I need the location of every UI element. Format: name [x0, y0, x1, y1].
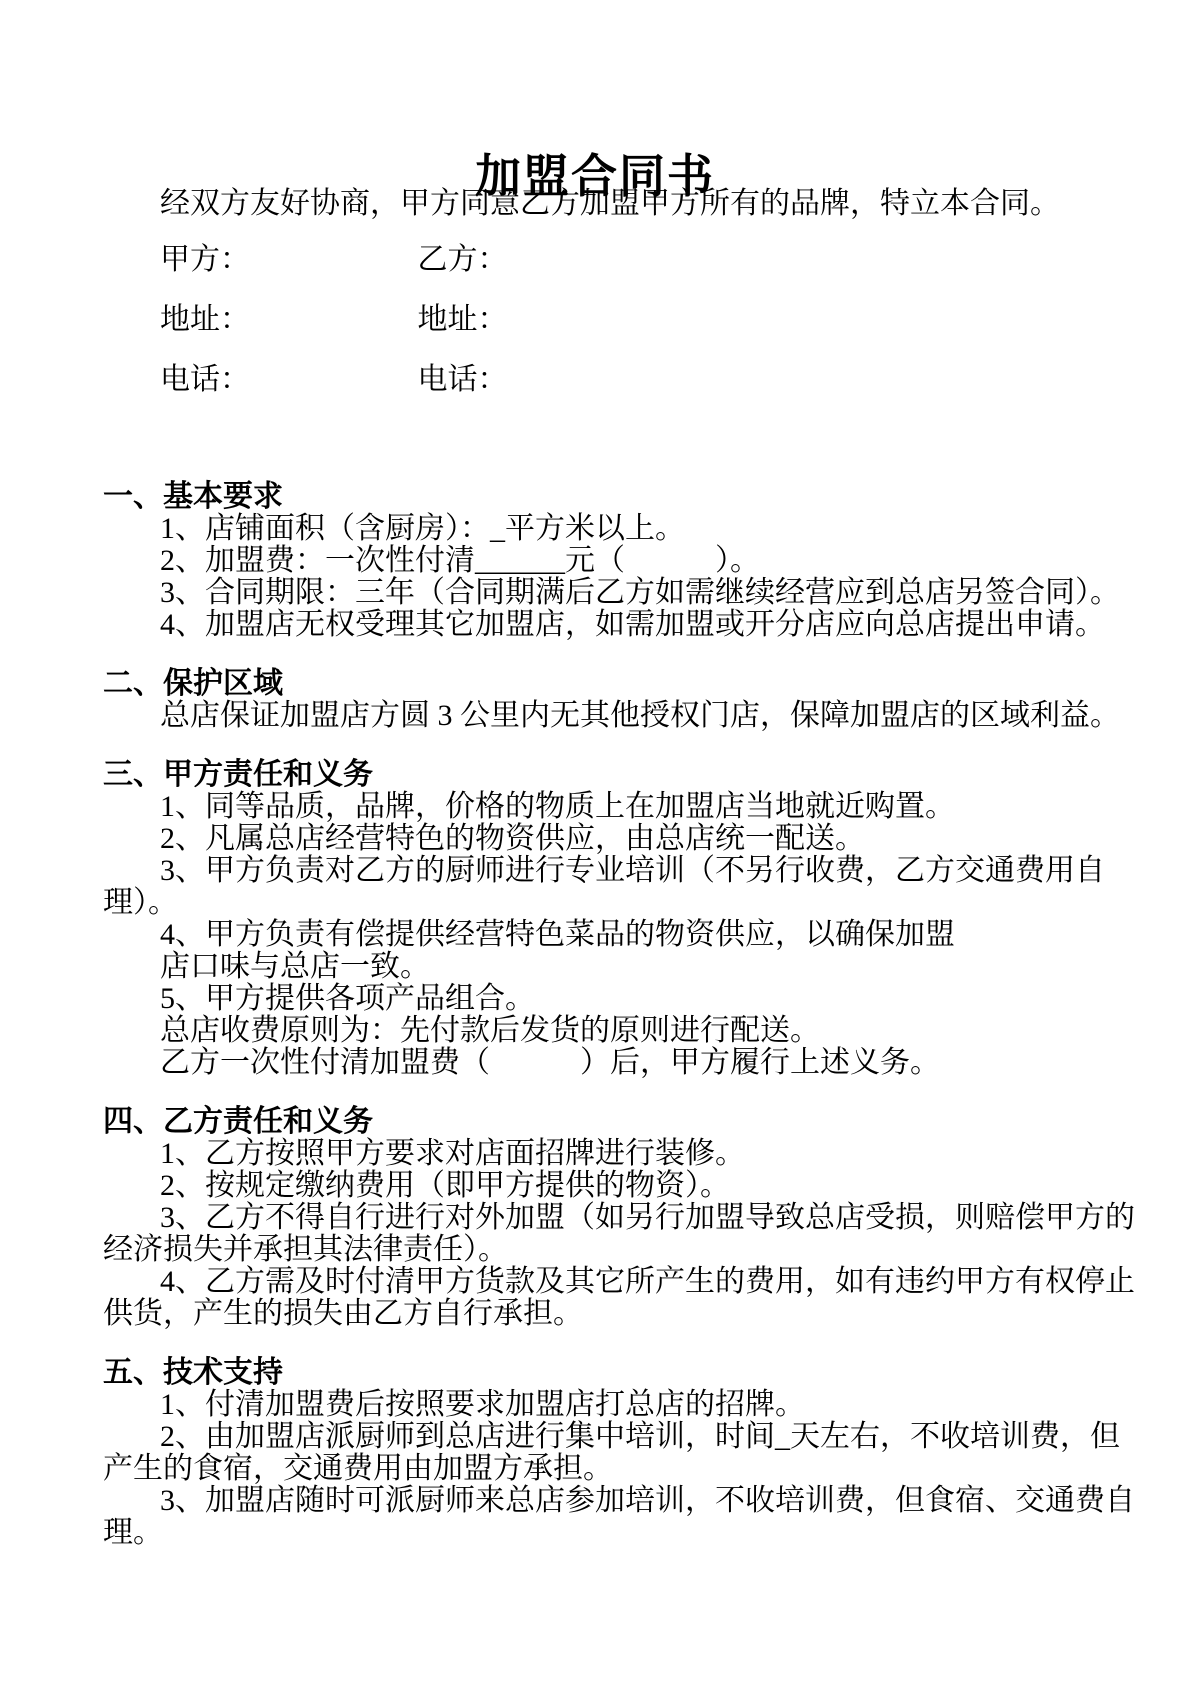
- party-a-address-label: 地址：: [160, 303, 250, 336]
- document-title: 加盟合同书: [475, 151, 715, 202]
- phone-row: [103, 364, 1163, 396]
- party-a-phone-label: 电话：: [160, 363, 250, 396]
- contract-line: 3、合同期限：三年（合同期满后乙方如需继续经营应到总店另签合同）。: [160, 576, 1120, 609]
- contract-line: 理）。: [103, 886, 178, 919]
- heading-party-a-obligations: 三、甲方责任和义务: [103, 758, 373, 791]
- contract-line: 2、加盟费：一次性付清______元（ ）。: [160, 544, 760, 577]
- contract-line: 3、加盟店随时可派厨师来总店参加培训，不收培训费，但食宿、交通费自: [160, 1484, 1135, 1517]
- heading-protected-area: 二、保护区域: [103, 667, 283, 700]
- document-body: [103, 150, 1163, 1549]
- contract-line: 4、加盟店无权受理其它加盟店，如需加盟或开分店应向总店提出申请。: [160, 608, 1105, 641]
- contract-line: 店口味与总店一致。: [160, 950, 430, 983]
- contract-line: 1、付清加盟费后按照要求加盟店打总店的招牌。: [160, 1388, 805, 1421]
- contract-line: 4、乙方需及时付清甲方货款及其它所产生的费用，如有违约甲方有权停止: [160, 1265, 1135, 1298]
- contract-line: 产生的食宿，交通费用由加盟方承担。: [103, 1452, 613, 1485]
- heading-technical-support: 五、技术支持: [103, 1356, 283, 1389]
- party-a-label: 甲方：: [160, 243, 250, 276]
- heading-basic-requirements: 一、基本要求: [103, 480, 283, 513]
- party-name-row: [103, 244, 1163, 276]
- intro-paragraph: 经双方友好协商，甲方同意乙方加盟甲方所有的品牌，特立本合同。: [160, 187, 1060, 220]
- contract-line: 2、凡属总店经营特色的物资供应，由总店统一配送。: [160, 822, 865, 855]
- heading-party-b-obligations: 四、乙方责任和义务: [103, 1105, 373, 1138]
- contract-line: 3、乙方不得自行进行对外加盟（如另行加盟导致总店受损，则赔偿甲方的: [160, 1201, 1135, 1234]
- contract-line: 经济损失并承担其法律责任）。: [103, 1233, 508, 1266]
- contract-line: 1、乙方按照甲方要求对店面招牌进行装修。: [160, 1137, 745, 1170]
- contract-line: 1、店铺面积（含厨房）：_平方米以上。: [160, 512, 685, 545]
- contract-line: 2、按规定缴纳费用（即甲方提供的物资）。: [160, 1169, 730, 1202]
- contract-line: 乙方一次性付清加盟费（ ）后，甲方履行上述义务。: [160, 1046, 940, 1079]
- contract-line: 2、由加盟店派厨师到总店进行集中培训，时间_天左右，不收培训费，但: [160, 1420, 1120, 1453]
- party-b-phone-label: 电话：: [417, 363, 508, 396]
- party-b-label: 乙方：: [417, 243, 508, 276]
- contract-line: 总店收费原则为：先付款后发货的原则进行配送。: [160, 1014, 820, 1047]
- party-b-address-label: 地址：: [417, 303, 508, 336]
- contract-line: 供货，产生的损失由乙方自行承担。: [103, 1297, 583, 1330]
- contract-line: 理。: [103, 1516, 163, 1549]
- contract-line: 总店保证加盟店方圆 3 公里内无其他授权门店，保障加盟店的区域利益。: [160, 699, 1120, 732]
- contract-line: 1、同等品质，品牌，价格的物质上在加盟店当地就近购置。: [160, 790, 955, 823]
- address-row: [103, 304, 1163, 336]
- contract-line: 3、甲方负责对乙方的厨师进行专业培训（不另行收费，乙方交通费用自: [160, 854, 1105, 887]
- contract-line: 5、甲方提供各项产品组合。: [160, 982, 535, 1015]
- contract-line: 4、甲方负责有偿提供经营特色菜品的物资供应，以确保加盟: [160, 918, 955, 951]
